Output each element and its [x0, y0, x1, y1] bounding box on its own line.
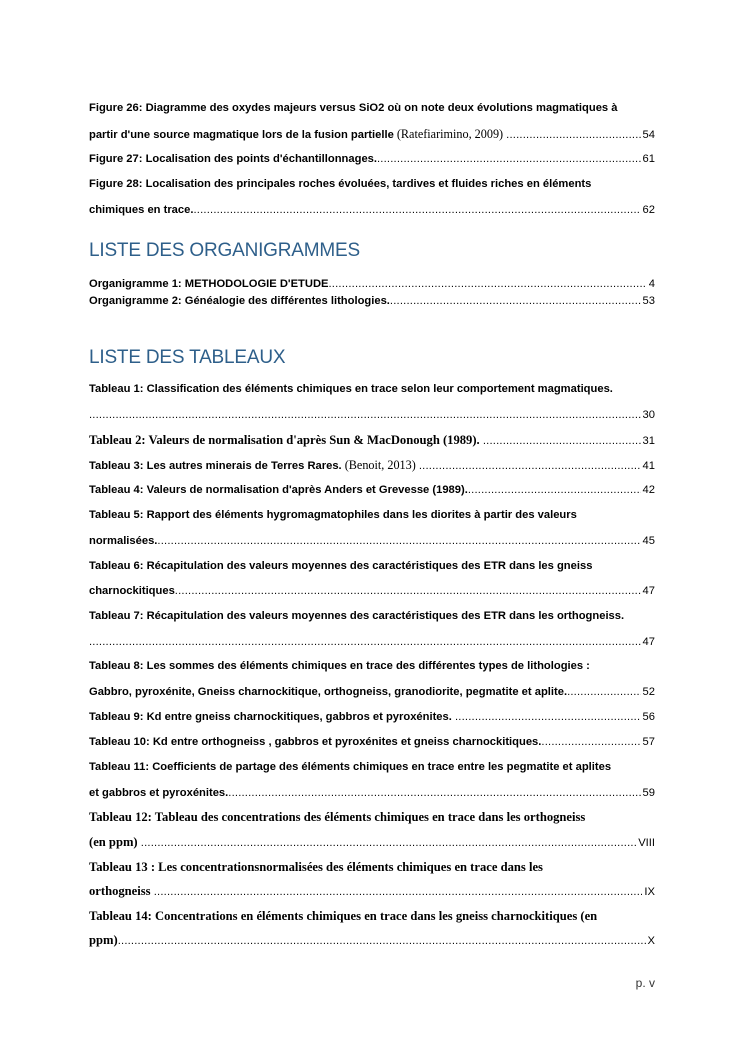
dot-leader — [419, 459, 641, 473]
dot-leader — [468, 483, 641, 497]
tableau-13-page: IX — [644, 886, 655, 898]
tableau-9-entry[interactable] — [89, 710, 655, 724]
tableau-6-line1: Tableau 6: Récapitulation des valeurs moyennes des caractéristiques des ETR dans les gneiss — [89, 560, 593, 572]
tableau-14-line1: Tableau 14: Concentrations en éléments chimiques en trace dans les gneiss charnockitiques (en — [89, 909, 598, 923]
figure-26-page: 54 — [642, 129, 655, 141]
tableau-10-entry[interactable] — [89, 735, 655, 749]
dot-leader — [157, 534, 640, 548]
organigramme-1-title: Organigramme 1: METHODOLOGIE D'ETUDE — [89, 278, 329, 290]
dot-leader — [193, 203, 640, 217]
tableau-5-line2: normalisées. — [89, 535, 158, 547]
dot-leader — [154, 885, 643, 899]
tableau-7-page: 47 — [642, 636, 655, 648]
tableau-6-entry[interactable] — [89, 584, 655, 598]
tableau-11-entry[interactable] — [89, 786, 655, 800]
tableau-9-page: 56 — [642, 711, 655, 723]
tableau-13-line1: Tableau 13 : Les concentrationsnormalisées des éléments chimiques en trace dans les — [89, 860, 543, 874]
organigramme-1-entry[interactable] — [89, 277, 655, 291]
tableau-4-entry[interactable] — [89, 483, 655, 497]
figure-28-page: 62 — [642, 204, 655, 216]
tableau-6-line2: charnockitiques — [89, 585, 175, 597]
organigrammes-heading: LISTE DES ORGANIGRAMMES — [89, 240, 360, 261]
tableau-5-line1: Tableau 5: Rapport des éléments hygromagmatophiles dans les diorites à partir des valeurs — [89, 509, 577, 521]
tableau-1-line1: Tableau 1: Classification des éléments chimiques en trace selon leur comportement magmatiques. — [89, 383, 613, 395]
figure-27-entry[interactable] — [89, 152, 655, 166]
dot-leader — [377, 152, 641, 166]
organigramme-2-page: 53 — [642, 295, 655, 307]
tableau-12-line2: (en ppm) — [89, 835, 141, 849]
dot-leader — [567, 685, 640, 699]
dot-leader — [329, 277, 647, 291]
figure-28-line1: Figure 28: Localisation des principales roches évoluées, tardives et fluides riches en éléments — [89, 178, 592, 190]
tableau-4-title: Tableau 4: Valeurs de normalisation d'après Anders et Grevesse (1989). — [89, 484, 468, 496]
tableau-8-line1: Tableau 8: Les sommes des éléments chimiques en trace des différentes types de lithologies : — [89, 660, 590, 672]
tableau-11-line2: et gabbros et pyroxénites. — [89, 787, 229, 799]
tableau-5-entry[interactable] — [89, 534, 655, 548]
figure-26-entry[interactable] — [89, 127, 655, 142]
tableau-6-page: 47 — [642, 585, 655, 597]
dot-leader — [89, 408, 641, 422]
tableau-5-page: 45 — [642, 535, 655, 547]
figure-26-citation: (Ratefiarimino, 2009) — [393, 127, 507, 141]
tableau-12-page: VIII — [638, 837, 655, 849]
page-number: p. v — [635, 976, 655, 990]
organigramme-2-entry[interactable] — [89, 294, 655, 308]
dot-leader — [175, 584, 641, 598]
tableau-13-entry[interactable] — [89, 884, 655, 899]
tableau-8-entry[interactable] — [89, 685, 655, 699]
figure-27-title: Figure 27: Localisation des points d'échantillonnages. — [89, 153, 377, 165]
tableau-3-title: Tableau 3: Les autres minerais de Terres Rares. — [89, 460, 342, 472]
dot-leader — [118, 934, 646, 948]
figure-26-line1: Figure 26: Diagramme des oxydes majeurs versus SiO2 où on note deux évolutions magmatiques à — [89, 102, 618, 114]
figure-27-page: 61 — [642, 153, 655, 165]
tableau-2-entry[interactable] — [89, 433, 655, 448]
tableau-14-line2: ppm) — [89, 933, 118, 947]
tableau-2-page: 31 — [642, 435, 655, 447]
tableau-12-entry[interactable] — [89, 835, 655, 850]
tableau-10-title: Tableau 10: Kd entre orthogneiss , gabbros et pyroxénites et gneiss charnockitiques. — [89, 736, 542, 748]
dot-leader — [455, 710, 641, 724]
tableau-8-page: 52 — [642, 686, 655, 698]
tableau-9-title: Tableau 9: Kd entre gneiss charnockitiques, gabbros et pyroxénites. — [89, 711, 455, 723]
dot-leader — [483, 434, 641, 448]
tableaux-heading: LISTE DES TABLEAUX — [89, 347, 286, 368]
dot-leader — [141, 836, 636, 850]
dot-leader — [390, 294, 641, 308]
tableau-10-page: 57 — [642, 736, 655, 748]
organigramme-2-title: Organigramme 2: Généalogie des différentes lithologies. — [89, 295, 390, 307]
tableau-11-line1: Tableau 11: Coefficients de partage des éléments chimiques en trace entre les pegmatite et aplites — [89, 761, 612, 773]
tableau-12-line1: Tableau 12: Tableau des concentrations des éléments chimiques en trace dans les orthogneiss — [89, 810, 586, 824]
dot-leader — [506, 128, 640, 142]
organigramme-1-page: 4 — [648, 278, 655, 290]
tableau-3-citation: (Benoit, 2013) — [341, 458, 419, 472]
tableau-3-entry[interactable] — [89, 458, 655, 473]
tableau-14-entry[interactable] — [89, 933, 655, 948]
tableau-14-page: X — [647, 935, 655, 947]
tableau-11-page: 59 — [642, 787, 655, 799]
tableau-13-line2: orthogneiss — [89, 884, 154, 898]
tableau-8-line2: Gabbro, pyroxénite, Gneiss charnockitique, orthogneiss, granodiorite, pegmatite et aplite. — [89, 686, 568, 698]
tableau-3-page: 41 — [642, 460, 655, 472]
tableau-4-page: 42 — [642, 484, 655, 496]
tableau-2-title: Tableau 2: Valeurs de normalisation d'après Sun & MacDonough (1989). — [89, 433, 483, 447]
dot-leader — [541, 735, 640, 749]
tableau-7-entry[interactable] — [89, 635, 655, 649]
tableau-1-page: 30 — [642, 409, 655, 421]
dot-leader — [228, 786, 640, 800]
figure-26-line2: partir d'une source magmatique lors de la fusion partielle — [89, 129, 394, 141]
tableau-1-entry[interactable] — [89, 408, 655, 422]
figure-28-entry[interactable] — [89, 203, 655, 217]
figure-28-line2: chimiques en trace. — [89, 204, 194, 216]
tableau-7-line1: Tableau 7: Récapitulation des valeurs moyennes des caractéristiques des ETR dans les orthogneiss. — [89, 610, 625, 622]
dot-leader — [89, 635, 641, 649]
